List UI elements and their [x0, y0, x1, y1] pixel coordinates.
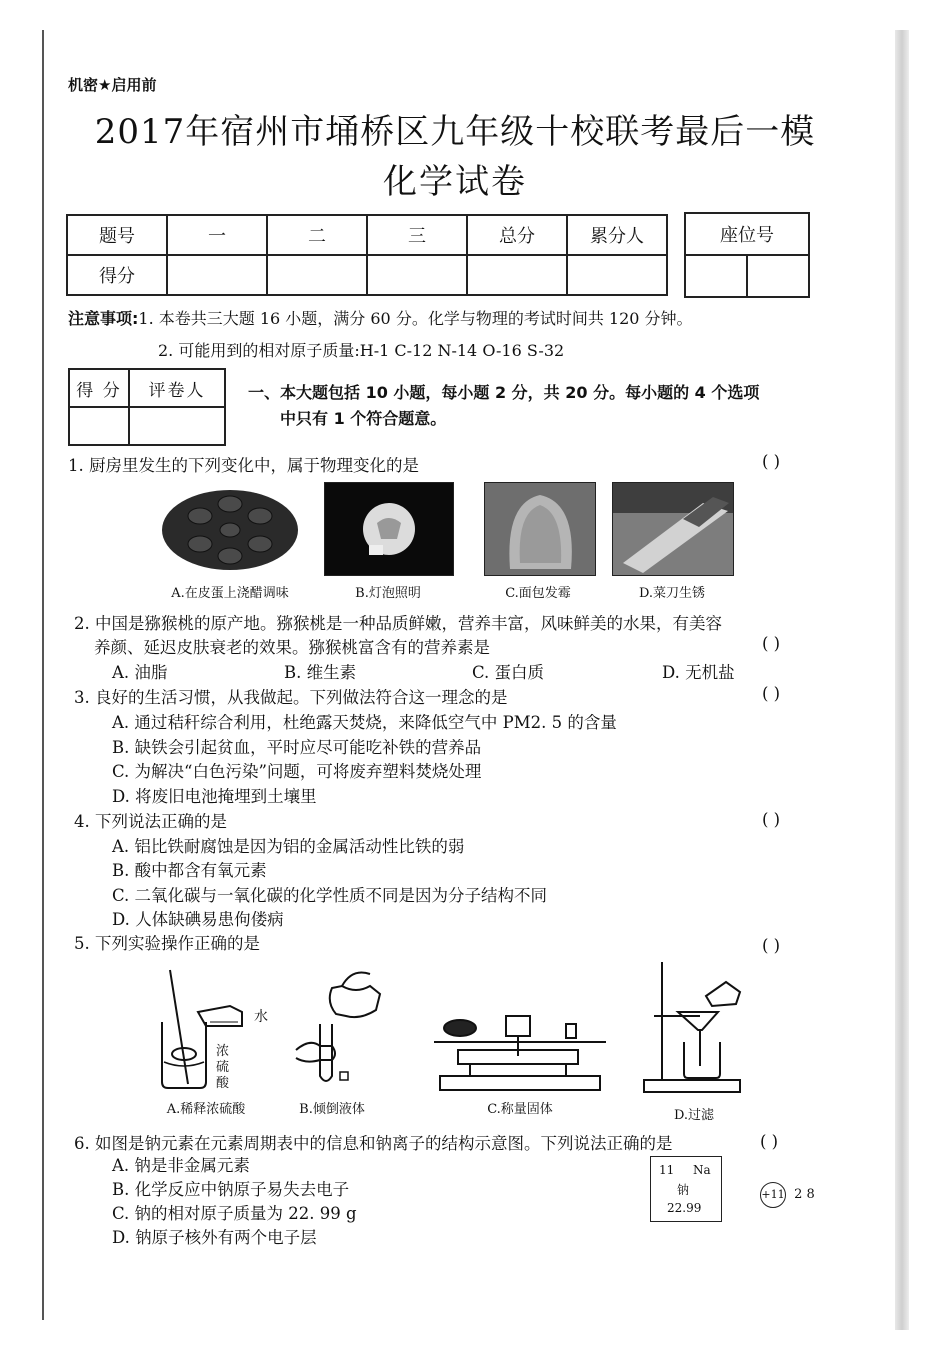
- confidential-label: 机密★启用前: [68, 76, 157, 94]
- element-number: 11: [659, 1163, 675, 1177]
- test-tube-icon: [320, 1024, 332, 1081]
- q4-option-b: B. 酸中都含有氧元素: [112, 861, 267, 880]
- q5-acid-label-1: 浓: [216, 1044, 230, 1059]
- q2-option-d: D. 无机盐: [662, 663, 735, 682]
- q5-caption-d: D.过滤: [673, 1108, 715, 1123]
- grader-score-label: 得 分: [69, 369, 129, 407]
- score-header-cell: 总分: [467, 215, 567, 255]
- q3-option-c: C. 为解决“白色污染”问题，可将废弃塑料焚烧处理: [112, 762, 482, 781]
- q6-answer-paren[interactable]: ( ): [760, 1132, 779, 1151]
- q1-answer-paren[interactable]: ( ): [762, 452, 781, 471]
- notes-line-1: [68, 306, 693, 329]
- q6-option-d: D. 钠原子核外有两个电子层: [112, 1228, 317, 1247]
- score-row-label: 得分: [67, 255, 167, 295]
- score-input-cell[interactable]: [367, 255, 467, 295]
- seat-table: [684, 212, 810, 298]
- score-input-cell[interactable]: [567, 255, 667, 295]
- q6-option-a: A. 钠是非金属元素: [112, 1156, 250, 1175]
- q5-image-b: [286, 964, 396, 1094]
- seat-input-cell[interactable]: [747, 255, 809, 297]
- grader-reviewer-cell[interactable]: [129, 407, 225, 445]
- bottle-icon: [330, 986, 380, 1017]
- q5-water-label: 水: [254, 1009, 268, 1025]
- score-input-cell[interactable]: [467, 255, 567, 295]
- q1-image-a: [160, 484, 300, 576]
- q3-option-b: B. 缺铁会引起贫血，平时应尽可能吃补铁的营养品: [112, 738, 482, 757]
- score-header-cell: 二: [267, 215, 367, 255]
- q4-option-c: C. 二氧化碳与一氧化碳的化学性质不同是因为分子结构不同: [112, 886, 548, 905]
- q5-caption-c: C.称量固体: [487, 1102, 553, 1117]
- solid-sample-icon: [444, 1020, 476, 1036]
- ion-nucleus: +11: [760, 1182, 786, 1208]
- hand-icon: [296, 1043, 335, 1062]
- scan-right-edge: [895, 30, 909, 1330]
- q5-image-a: [148, 966, 278, 1096]
- seat-label: 座位号: [685, 213, 809, 255]
- q3-answer-paren[interactable]: ( ): [762, 684, 781, 703]
- score-header-cell: 三: [367, 215, 467, 255]
- q1-image-b: [324, 482, 454, 576]
- q2-option-b: B. 维生素: [284, 663, 357, 682]
- q3-stem: 3. 良好的生活习惯，从我做起。下列做法符合这一理念的是: [74, 688, 508, 707]
- section-1-heading: [248, 380, 759, 432]
- grader-table: [68, 368, 226, 446]
- q1-image-c: [484, 482, 596, 576]
- q5-stem: 5. 下列实验操作正确的是: [74, 934, 260, 953]
- receiving-beaker-icon: [684, 1042, 720, 1078]
- q5-caption-a: A.稀释浓硫酸: [166, 1102, 246, 1117]
- element-mass: 22.99: [667, 1201, 702, 1215]
- q4-answer-paren[interactable]: ( ): [762, 810, 781, 829]
- q3-option-d: D. 将废旧电池掩埋到土壤里: [112, 787, 317, 806]
- scan-left-edge: [42, 30, 44, 1320]
- score-input-cell[interactable]: [167, 255, 267, 295]
- element-name: 钠: [677, 1183, 690, 1197]
- q1-caption-a: A.在皮蛋上浇醋调味: [171, 586, 289, 601]
- exam-title: 2017年宿州市埇桥区九年级十校联考最后一模: [94, 112, 816, 152]
- q5-acid-label-2: 硫: [216, 1060, 230, 1075]
- pouring-beaker-icon: [198, 1006, 242, 1026]
- q6-option-b: B. 化学反应中钠原子易失去电子: [112, 1180, 350, 1199]
- q6-option-c: C. 钠的相对原子质量为 22. 99 g: [112, 1204, 357, 1223]
- q1-stem: 1. 厨房里发生的下列变化中，属于物理变化的是: [68, 456, 419, 475]
- q4-option-d: D. 人体缺碘易患佝偻病: [112, 910, 284, 929]
- q5-answer-paren[interactable]: ( ): [762, 936, 781, 955]
- q5-acid-label: [216, 1044, 229, 1092]
- element-symbol: Na: [693, 1163, 711, 1177]
- notes-text-1: 1. 本卷共三大题 16 小题，满分 60 分。化学与物理的考试时间共 120 分钟。: [138, 309, 693, 328]
- q1-caption-b: B.灯泡照明: [355, 586, 421, 601]
- seat-input-cell[interactable]: [685, 255, 747, 297]
- score-header-cell: 一: [167, 215, 267, 255]
- score-header-cell: 累分人: [567, 215, 667, 255]
- exam-subtitle: 化学试卷: [383, 162, 527, 202]
- q5-caption-b: B.倾倒液体: [299, 1102, 365, 1117]
- ion-shells: 2 8: [794, 1187, 815, 1202]
- funnel-icon: [678, 1012, 718, 1030]
- notes-label: 注意事项:: [68, 309, 139, 328]
- q2-option-c: C. 蛋白质: [472, 663, 545, 682]
- q6-stem: 6. 如图是钠元素在元素周期表中的信息和钠离子的结构示意图。下列说法正确的是: [74, 1134, 673, 1153]
- sodium-element-card: [650, 1156, 722, 1222]
- section-1-line-2: 中只有 1 个符合题意。: [280, 409, 447, 428]
- grader-reviewer-label: 评卷人: [129, 369, 225, 407]
- q1-caption-c: C.面包发霉: [505, 586, 571, 601]
- q4-option-a: A. 铝比铁耐腐蚀是因为铝的金属活动性比铁的弱: [112, 837, 465, 856]
- q2-stem-1: 2. 中国是猕猴桃的原产地。猕猴桃是一种品质鲜嫩，营养丰富，风味鲜美的水果，有美容: [74, 614, 722, 633]
- q5-image-c: [430, 1012, 610, 1096]
- glass-rod-icon: [170, 970, 188, 1084]
- q1-caption-d: D.菜刀生锈: [638, 586, 706, 601]
- score-table: [66, 214, 668, 296]
- notes-line-2: 2. 可能用到的相对原子质量:H-1 C-12 N-14 O-16 S-32: [158, 341, 565, 360]
- q3-option-a: A. 通过秸秆综合利用，杜绝露天焚烧，来降低空气中 PM2. 5 的含量: [112, 713, 617, 732]
- score-input-cell[interactable]: [267, 255, 367, 295]
- q2-option-a: A. 油脂: [112, 663, 168, 682]
- grader-score-cell[interactable]: [69, 407, 129, 445]
- q1-image-d: [612, 482, 734, 576]
- section-1-line-1: 一、本大题包括 10 小题，每小题 2 分，共 20 分。每小题的 4 个选项: [248, 383, 760, 402]
- sodium-ion-structure: [760, 1182, 815, 1208]
- q2-answer-paren[interactable]: ( ): [762, 634, 781, 653]
- score-header-cell: 题号: [67, 215, 167, 255]
- q5-acid-label-3: 酸: [216, 1076, 230, 1091]
- q4-stem: 4. 下列说法正确的是: [74, 812, 227, 831]
- q2-stem-2: 养颜、延迟皮肤衰老的效果。猕猴桃富含有的营养素是: [94, 638, 490, 657]
- q5-image-d: [640, 956, 750, 1096]
